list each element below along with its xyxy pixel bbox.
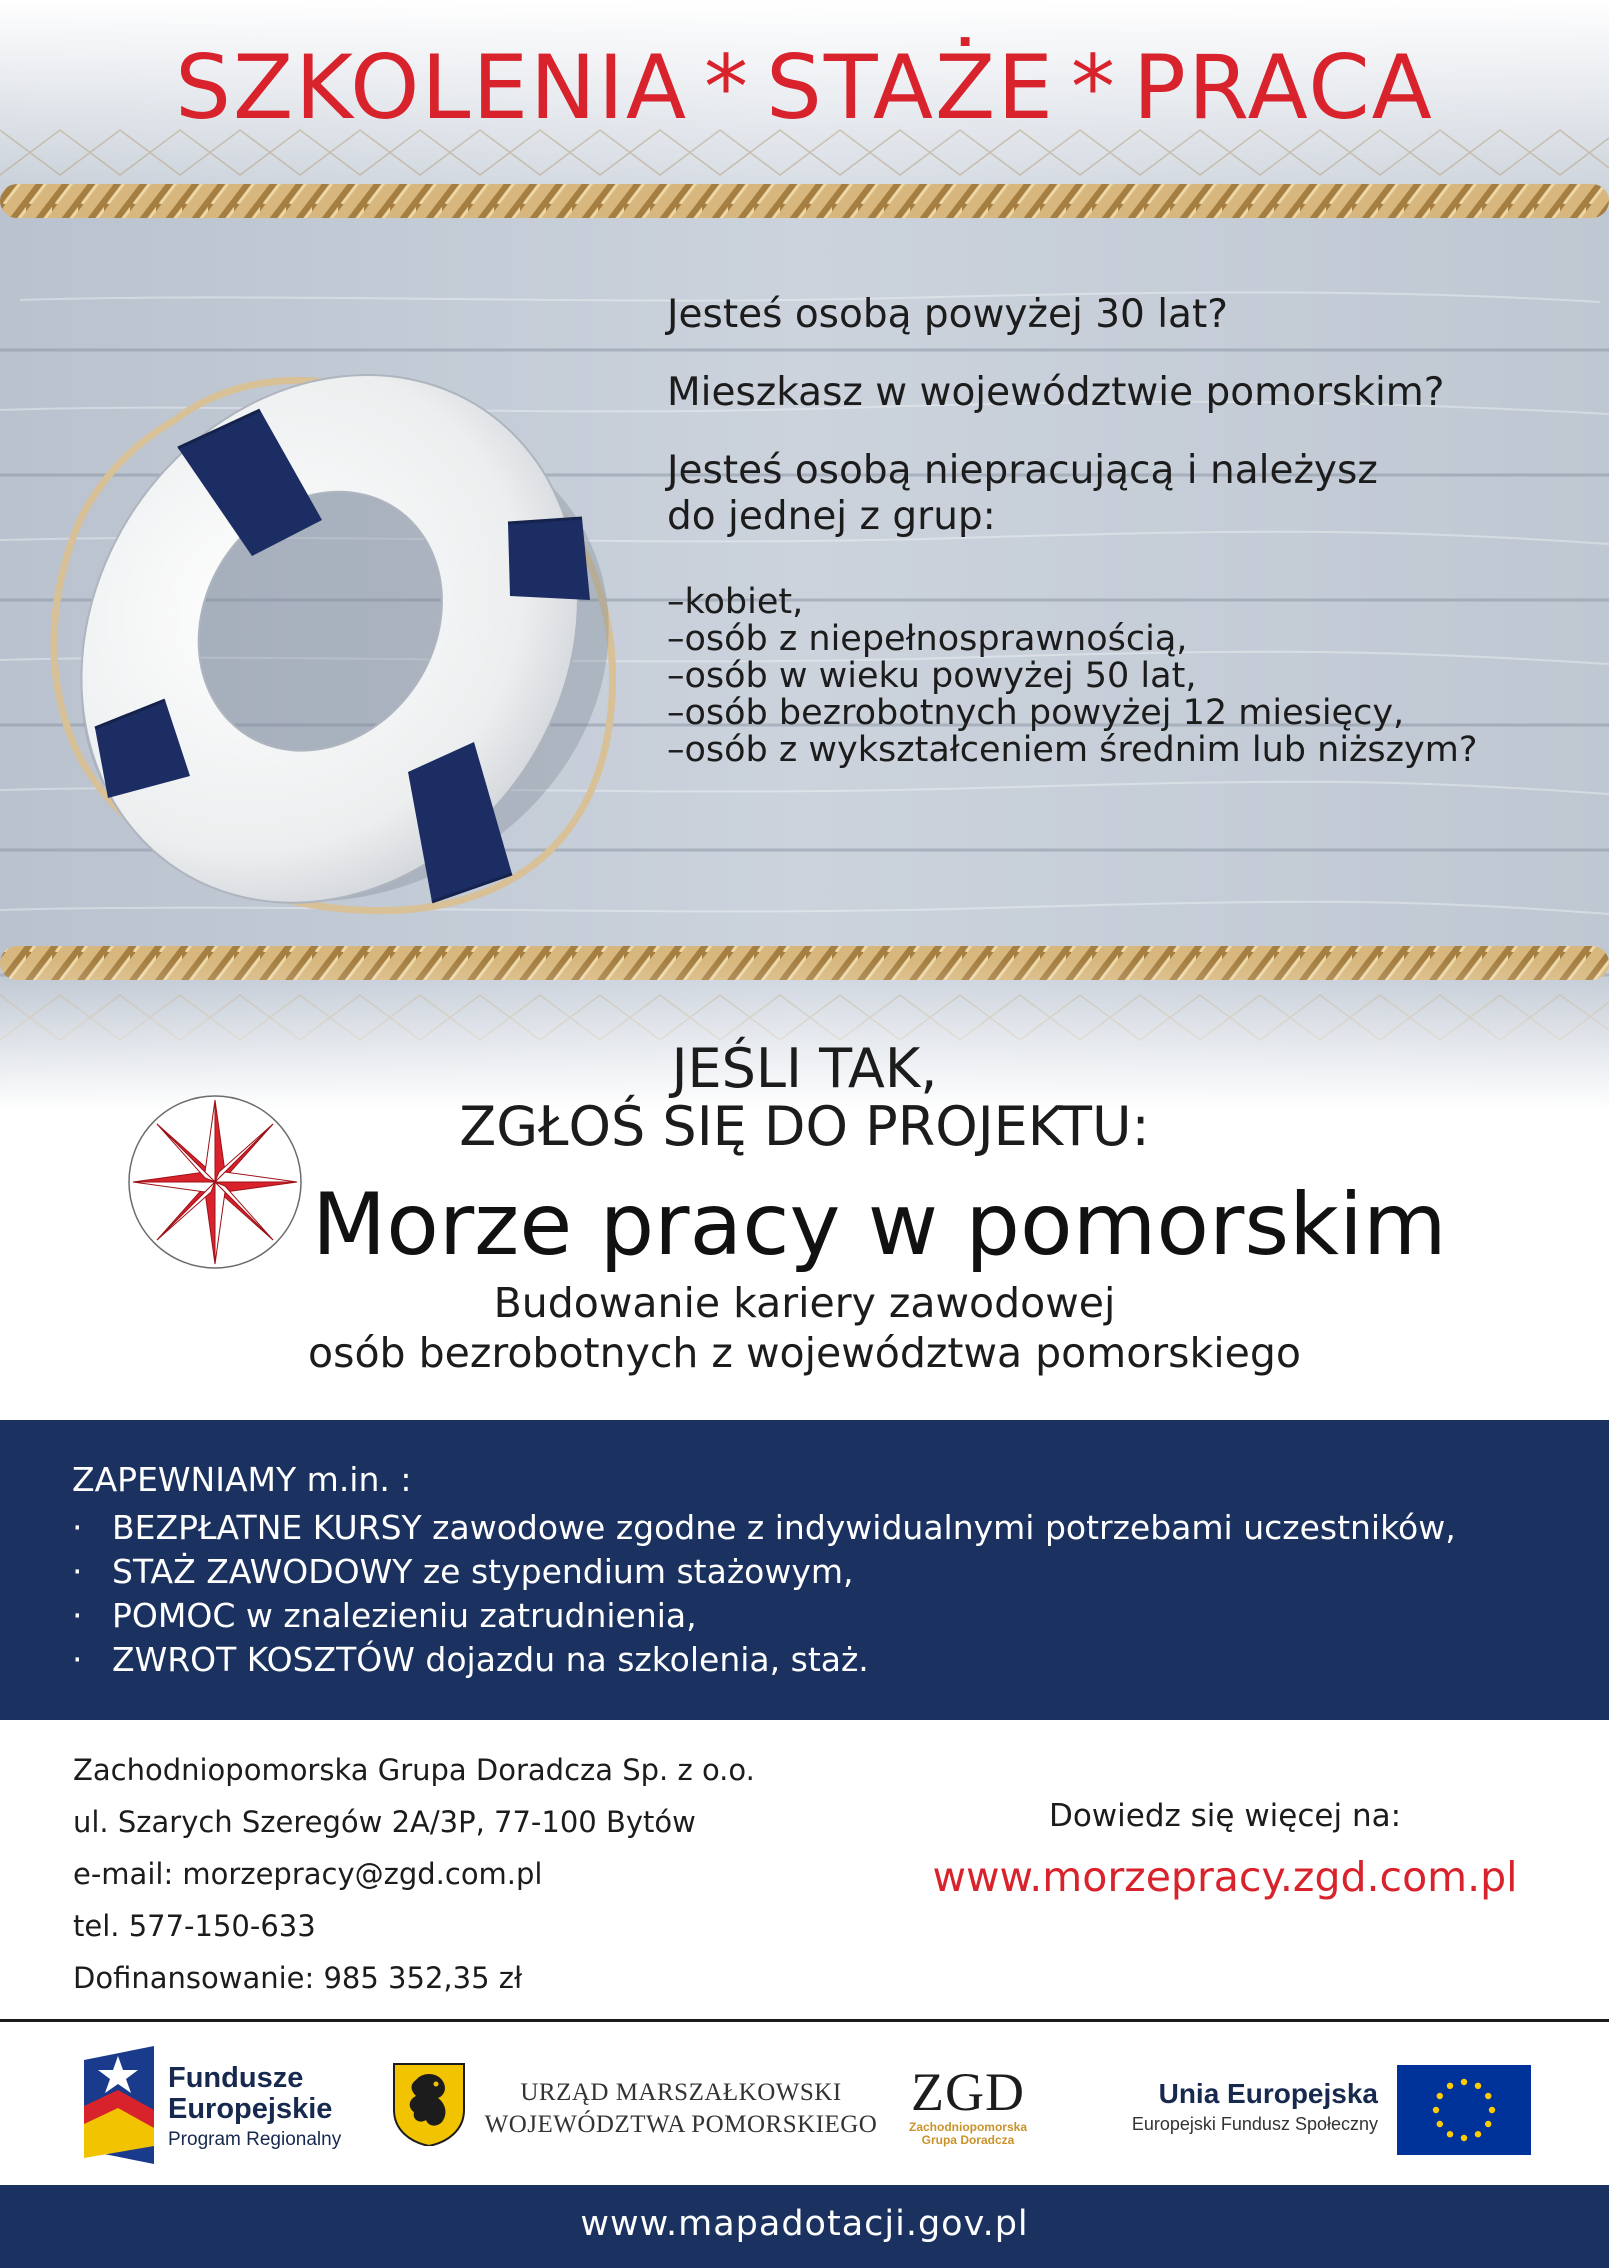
question-age: Jesteś osobą powyżej 30 lat?	[667, 292, 1228, 337]
offer-band	[0, 1420, 1609, 1720]
ue-line2: Europejski Fundusz Społeczny	[1131, 2114, 1378, 2134]
list-item: –osób z niepełnosprawnością,	[667, 619, 1188, 659]
contact-block	[73, 1744, 755, 2004]
bullet-icon: ·	[72, 1552, 83, 1591]
offer-title: ZAPEWNIAMY m.in. :	[72, 1460, 412, 1499]
offer-item-label: BEZPŁATNE KURSY zawodowe zgodne z indywidualnymi potrzebami uczestników,	[112, 1508, 1456, 1547]
compass-star-icon	[125, 1092, 305, 1272]
list-item	[72, 1594, 1456, 1638]
ue-line1: Unia Europejska	[1158, 2078, 1378, 2109]
call-to-action-line1: JEŚLI TAK,	[671, 1037, 938, 1100]
list-item	[72, 1638, 1456, 1682]
bullet-icon: ·	[72, 1508, 83, 1547]
call-to-action-line2: ZGŁOŚ SIĘ DO PROJEKTU:	[459, 1095, 1150, 1158]
project-subtitle-line2: osób bezrobotnych z województwa pomorskiego	[308, 1329, 1301, 1377]
project-subtitle	[0, 1278, 1609, 1378]
more-info-label: Dowiedz się więcej na:	[1048, 1798, 1402, 1834]
bullet-icon: ·	[72, 1640, 83, 1679]
zgd-mark: ZGD	[911, 2062, 1025, 2122]
fundusze-europejskie-logo	[168, 2063, 341, 2155]
um-line1: URZĄD MARSZAŁKOWSKI	[520, 2079, 842, 2106]
question-employment	[667, 448, 1567, 540]
unia-europejska-logo	[1078, 2077, 1378, 2137]
project-website-link[interactable]: www.morzepracy.zgd.com.pl	[932, 1853, 1518, 1901]
offer-item-label: STAŻ ZAWODOWY ze stypendium stażowym,	[112, 1552, 854, 1591]
offer-list	[72, 1506, 1456, 1682]
eu-flag-icon	[1397, 2065, 1531, 2155]
email-link[interactable]: e-mail: morzepracy@zgd.com.pl	[73, 1857, 543, 1891]
phone-number: tel. 577-150-633	[73, 1909, 316, 1943]
company-name: Zachodniopomorska Grupa Doradcza Sp. z o.o.	[73, 1753, 755, 1787]
address: ul. Szarych Szeregów 2A/3P, 77-100 Bytów	[73, 1805, 696, 1839]
headline-separator: *	[1070, 36, 1117, 139]
list-item	[72, 1550, 1456, 1594]
headline-separator: *	[704, 36, 751, 139]
project-title: Morze pracy w pomorskim	[312, 1175, 1447, 1275]
mapadotacji-link[interactable]: www.mapadotacji.gov.pl	[580, 2204, 1029, 2244]
headline-trainings: SZKOLENIA	[175, 36, 689, 139]
question-employment-line2: do jednej z grup:	[667, 494, 996, 539]
target-groups-list	[667, 584, 1567, 769]
offer-item-label: ZWROT KOSZTÓW dojazdu na szkolenia, staż.	[112, 1640, 869, 1679]
funding-amount: Dofinansowanie: 985 352,35 zł	[73, 1961, 523, 1995]
divider	[0, 2019, 1609, 2022]
project-subtitle-line1: Budowanie kariery zawodowej	[493, 1279, 1116, 1327]
eligibility-questions	[667, 292, 1567, 769]
zgd-line1: Zachodniopomorska	[908, 2120, 1027, 2134]
griffin-coat-of-arms-icon	[392, 2062, 466, 2146]
list-item: –kobiet,	[667, 582, 804, 622]
zgd-logo	[904, 2063, 1032, 2147]
list-item: –osób bezrobotnych powyżej 12 miesięcy,	[667, 693, 1405, 733]
list-item: –osób w wieku powyżej 50 lat,	[667, 656, 1197, 696]
list-item: –osób z wykształceniem średnim lub niższym?	[667, 730, 1478, 770]
question-employment-line1: Jesteś osobą niepracującą i należysz	[667, 448, 1378, 493]
um-line2: WOJEWÓDZTWA POMORSKIEGO	[484, 2111, 878, 2138]
footer-band	[0, 2185, 1609, 2268]
question-residence: Mieszkasz w województwie pomorskim?	[667, 370, 1445, 415]
headline-internships: STAŻE	[766, 36, 1055, 139]
urzad-marszalkowski-logo	[476, 2077, 886, 2141]
fe-line3: Program Regionalny	[168, 2129, 342, 2150]
rope-icon	[0, 184, 1609, 218]
zgd-line2: Grupa Doradcza	[921, 2133, 1015, 2147]
fe-line1: Fundusze	[168, 2062, 304, 2094]
headline	[0, 38, 1609, 138]
fe-line2: Europejskie	[168, 2093, 333, 2125]
list-item	[72, 1506, 1456, 1550]
bullet-icon: ·	[72, 1596, 83, 1635]
fundusze-europejskie-logo-icon	[78, 2046, 160, 2164]
offer-item-label: POMOC w znalezieniu zatrudnienia,	[112, 1596, 697, 1635]
headline-work: PRACA	[1132, 36, 1434, 139]
